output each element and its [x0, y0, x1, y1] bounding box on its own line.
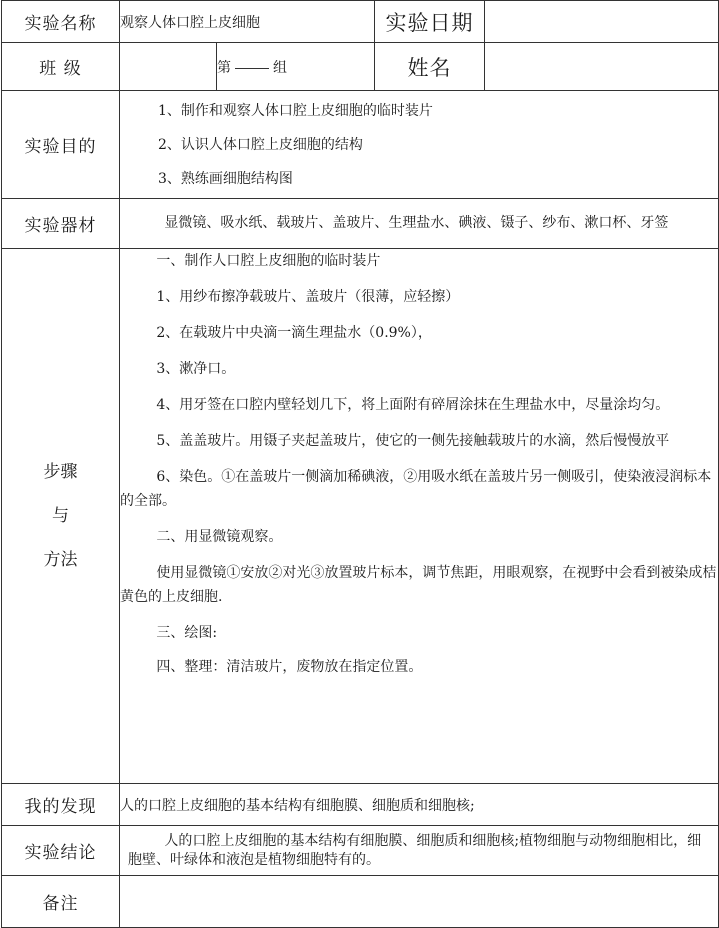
method-step: 一、制作人口腔上皮细胞的临时装片	[156, 253, 381, 269]
group-field	[217, 43, 375, 91]
experiment-name-value: 观察人体口腔上皮细胞	[120, 1, 375, 43]
purpose-item: 1、制作和观察人体口腔上皮细胞的临时装片	[158, 102, 433, 119]
method-step: 使用显微镜①安放②对光③放置玻片标本，调节焦距，用眼观察，在视野中会看到被染成桔黄色的上皮细胞.	[120, 565, 717, 605]
class-label: 班 级	[2, 43, 120, 91]
student-name-label: 姓名	[375, 43, 485, 91]
purpose-content	[120, 91, 719, 199]
experiment-report-table	[1, 0, 719, 928]
method-step: 四、整理：清洁玻片，废物放在指定位置。	[156, 659, 423, 675]
conclusion-row	[2, 826, 719, 876]
materials-row	[2, 199, 719, 249]
student-name-value	[485, 43, 719, 91]
group-prefix: 第	[217, 59, 231, 76]
class-value	[120, 43, 217, 91]
conclusion-label: 实验结论	[2, 826, 120, 876]
method-step: 6、染色。①在盖玻片一侧滴加稀碘液，②用吸水纸在盖玻片另一侧吸引，使染液浸润标本的全部。	[120, 469, 712, 509]
method-step: 二、用显微镜观察。	[156, 529, 283, 545]
experiment-date-label: 实验日期	[375, 1, 485, 43]
purpose-row	[2, 91, 719, 199]
group-blank	[235, 68, 269, 69]
class-row	[2, 43, 719, 91]
method-step: 5、盖盖玻片。用镊子夹起盖玻片，使它的一侧先接触载玻片的水滴，然后慢慢放平	[156, 433, 670, 449]
notes-label: 备注	[2, 876, 120, 928]
materials-content	[120, 199, 719, 249]
experiment-name-label: 实验名称	[2, 1, 120, 43]
method-step: 2、在载玻片中央滴一滴生理盐水（0.9%），	[156, 325, 432, 341]
methods-content	[120, 249, 719, 784]
method-step: 1、用纱布擦净载玻片、盖玻片（很薄，应轻擦）	[156, 289, 460, 305]
group-suffix: 组	[273, 59, 287, 76]
notes-row	[2, 876, 719, 928]
purpose-item: 2、认识人体口腔上皮细胞的结构	[158, 136, 363, 153]
purpose-item: 3、熟练画细胞结构图	[158, 170, 293, 187]
experiment-date-value	[485, 1, 719, 43]
methods-row	[2, 249, 719, 784]
conclusion-content	[120, 826, 719, 876]
methods-label-line: 方法	[43, 550, 78, 570]
methods-label-line: 步骤	[43, 462, 78, 482]
method-step: 4、用牙签在口腔内壁轻划几下，将上面附有碎屑涂抹在生理盐水中，尽量涂均匀。	[156, 397, 670, 413]
methods-label-line: 与	[52, 506, 69, 526]
methods-label	[2, 249, 120, 784]
purpose-label: 实验目的	[2, 91, 120, 199]
conclusion-text: 人的口腔上皮细胞的基本结构有细胞膜、细胞质和细胞核;植物细胞与动物细胞相比，细胞壁、叶绿体和液泡是植物细胞特有的。	[128, 832, 702, 868]
materials-text: 显微镜、吸水纸、载玻片、盖玻片、生理盐水、碘液、镊子、纱布、漱口杯、牙签	[164, 215, 669, 231]
findings-label: 我的发现	[2, 784, 120, 826]
findings-text: 人的口腔上皮细胞的基本结构有细胞膜、细胞质和细胞核;	[120, 784, 719, 826]
method-step: 三、绘图:	[156, 625, 218, 641]
method-step: 3、漱净口。	[156, 361, 236, 377]
header-row	[2, 1, 719, 43]
materials-label: 实验器材	[2, 199, 120, 249]
findings-row	[2, 784, 719, 826]
notes-value	[120, 876, 719, 928]
